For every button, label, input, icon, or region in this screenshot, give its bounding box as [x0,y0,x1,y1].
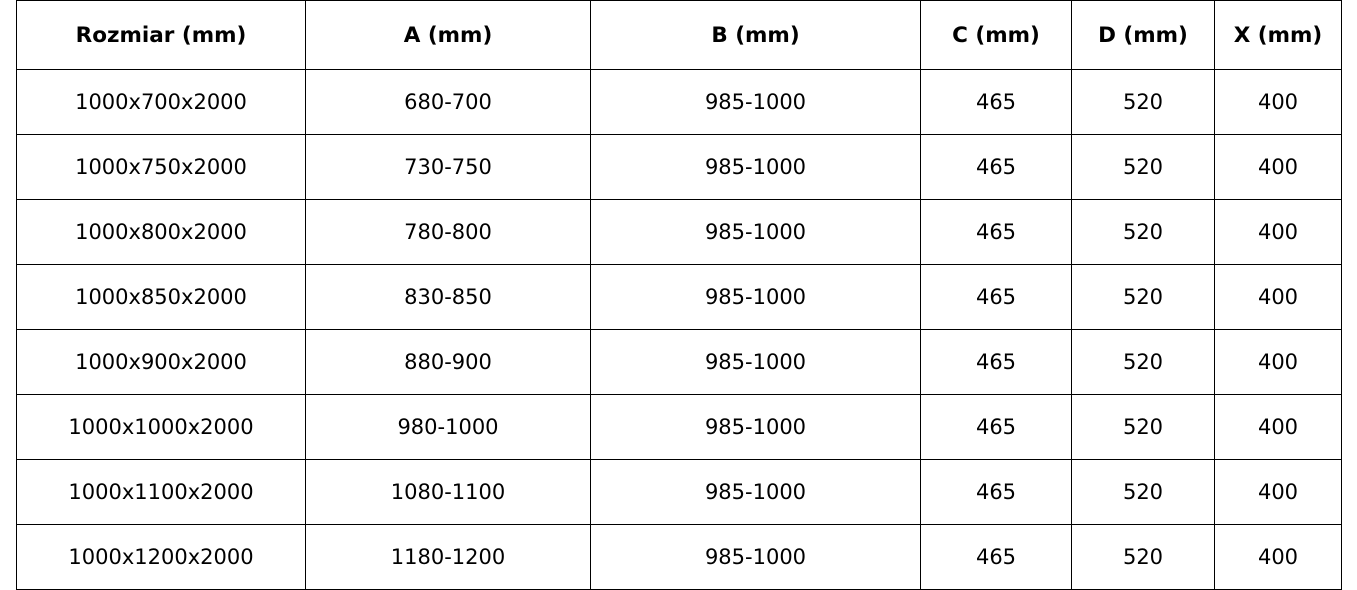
cell-d: 520 [1072,265,1215,330]
table-row [17,265,1342,330]
cell-c: 465 [921,460,1072,525]
column-header-b: B (mm) [591,1,921,70]
cell-rozmiar: 1000x1100x2000 [17,460,306,525]
table-row [17,395,1342,460]
cell-c: 465 [921,265,1072,330]
cell-a: 780-800 [306,200,591,265]
cell-c: 465 [921,200,1072,265]
cell-x: 400 [1215,525,1342,590]
table-row [17,525,1342,590]
table-body [17,70,1342,590]
cell-d: 520 [1072,395,1215,460]
cell-a: 1080-1100 [306,460,591,525]
column-header-d: D (mm) [1072,1,1215,70]
cell-b: 985-1000 [591,525,921,590]
cell-b: 985-1000 [591,330,921,395]
cell-c: 465 [921,70,1072,135]
cell-b: 985-1000 [591,135,921,200]
table-row [17,460,1342,525]
cell-rozmiar: 1000x900x2000 [17,330,306,395]
column-header-x: X (mm) [1215,1,1342,70]
cell-d: 520 [1072,525,1215,590]
cell-d: 520 [1072,200,1215,265]
cell-rozmiar: 1000x750x2000 [17,135,306,200]
table-row [17,200,1342,265]
cell-rozmiar: 1000x1200x2000 [17,525,306,590]
table-row [17,70,1342,135]
cell-rozmiar: 1000x800x2000 [17,200,306,265]
cell-b: 985-1000 [591,200,921,265]
table-header-row [17,1,1342,70]
cell-b: 985-1000 [591,395,921,460]
cell-x: 400 [1215,200,1342,265]
cell-rozmiar: 1000x1000x2000 [17,395,306,460]
cell-c: 465 [921,395,1072,460]
cell-d: 520 [1072,135,1215,200]
cell-x: 400 [1215,70,1342,135]
cell-b: 985-1000 [591,460,921,525]
column-header-rozmiar: Rozmiar (mm) [17,1,306,70]
cell-d: 520 [1072,460,1215,525]
cell-x: 400 [1215,265,1342,330]
cell-x: 400 [1215,395,1342,460]
cell-rozmiar: 1000x850x2000 [17,265,306,330]
table-row [17,135,1342,200]
cell-a: 980-1000 [306,395,591,460]
cell-c: 465 [921,525,1072,590]
table-row [17,330,1342,395]
cell-a: 730-750 [306,135,591,200]
cell-a: 1180-1200 [306,525,591,590]
cell-d: 520 [1072,70,1215,135]
column-header-a: A (mm) [306,1,591,70]
cell-c: 465 [921,135,1072,200]
cell-c: 465 [921,330,1072,395]
cell-a: 680-700 [306,70,591,135]
cell-b: 985-1000 [591,265,921,330]
cell-x: 400 [1215,135,1342,200]
cell-x: 400 [1215,330,1342,395]
cell-a: 830-850 [306,265,591,330]
cell-b: 985-1000 [591,70,921,135]
cell-a: 880-900 [306,330,591,395]
cell-d: 520 [1072,330,1215,395]
column-header-c: C (mm) [921,1,1072,70]
cell-x: 400 [1215,460,1342,525]
table-header [17,1,1342,70]
dimension-table [16,0,1342,590]
cell-rozmiar: 1000x700x2000 [17,70,306,135]
